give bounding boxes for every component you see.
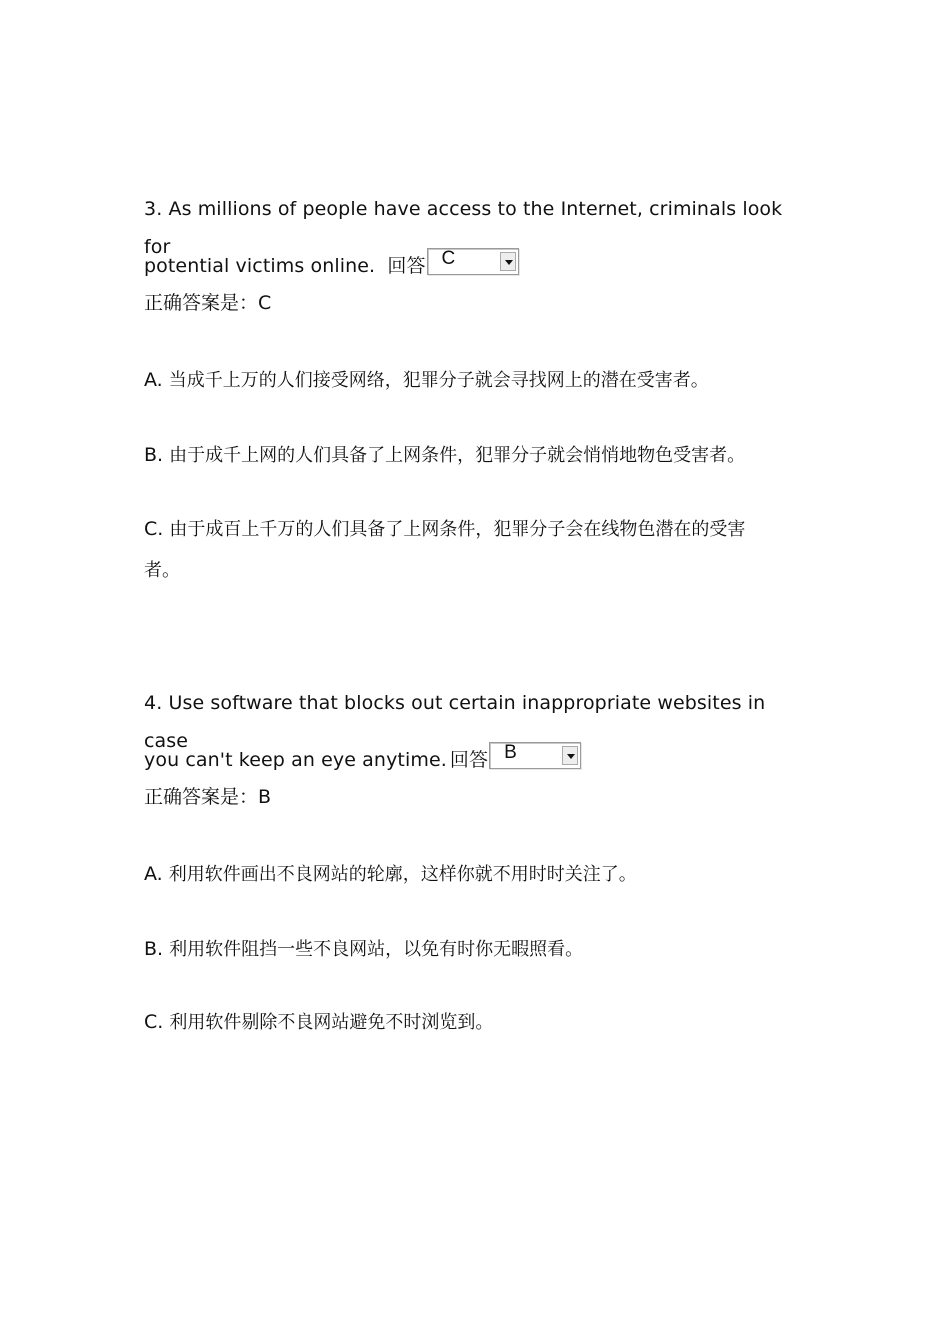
- answer-select-value: C: [441, 248, 456, 269]
- option-c: [144, 1002, 794, 1043]
- correct-answer-label: 正确答案是：: [144, 292, 259, 314]
- correct-answer: [144, 783, 794, 811]
- option-letter: A.: [144, 369, 169, 391]
- option-a: [144, 360, 794, 401]
- option-text-continued: 者。: [144, 560, 180, 581]
- option-letter: B.: [144, 938, 170, 960]
- option-a: [144, 854, 794, 895]
- question-4: [144, 684, 794, 1033]
- option-text: 利用软件阻挡一些不良网站，以免有时你无暇照看。: [169, 939, 584, 960]
- option-letter: C.: [144, 1011, 170, 1033]
- option-b: [144, 929, 794, 970]
- correct-answer: [144, 289, 794, 317]
- answer-label: 回答: [449, 749, 489, 771]
- answer-select[interactable]: [427, 248, 519, 275]
- option-letter: C.: [144, 518, 170, 540]
- option-text: 当成千上万的人们接受网络，犯罪分子就会寻找网上的潜在受害者。: [168, 370, 709, 391]
- stem-line-2: you can't keep an eye anytime.: [144, 749, 447, 771]
- stem-line-1: 4. Use software that blocks out certain inappropriate websites in case: [144, 692, 766, 752]
- stem-line-2: potential victims online.: [144, 255, 382, 277]
- question-3: [144, 190, 794, 581]
- question-stem: [144, 190, 794, 285]
- dropdown-arrow-icon[interactable]: [562, 746, 578, 765]
- option-text: 利用软件画出不良网站的轮廓，这样你就不用时时关注了。: [168, 864, 637, 885]
- option-c: [144, 509, 794, 591]
- option-b: [144, 435, 794, 476]
- answer-select[interactable]: [489, 742, 581, 769]
- question-stem: [144, 684, 794, 779]
- option-letter: A.: [144, 863, 169, 885]
- option-letter: B.: [144, 444, 170, 466]
- option-text: 由于成百上千万的人们具备了上网条件，犯罪分子会在线物色潜在的受害: [169, 519, 746, 540]
- answer-select-value: B: [504, 742, 517, 763]
- option-text: 利用软件剔除不良网站避免不时浏览到。: [169, 1012, 494, 1033]
- correct-answer-value: C: [258, 292, 272, 314]
- correct-answer-label: 正确答案是：: [144, 786, 259, 808]
- dropdown-arrow-icon[interactable]: [500, 252, 516, 271]
- stem-line-1: 3. As millions of people have access to the Internet, criminals look for: [144, 198, 783, 258]
- answer-label: 回答: [387, 255, 426, 277]
- option-text: 由于成千上网的人们具备了上网条件，犯罪分子就会悄悄地物色受害者。: [169, 445, 746, 466]
- correct-answer-value: B: [258, 786, 272, 808]
